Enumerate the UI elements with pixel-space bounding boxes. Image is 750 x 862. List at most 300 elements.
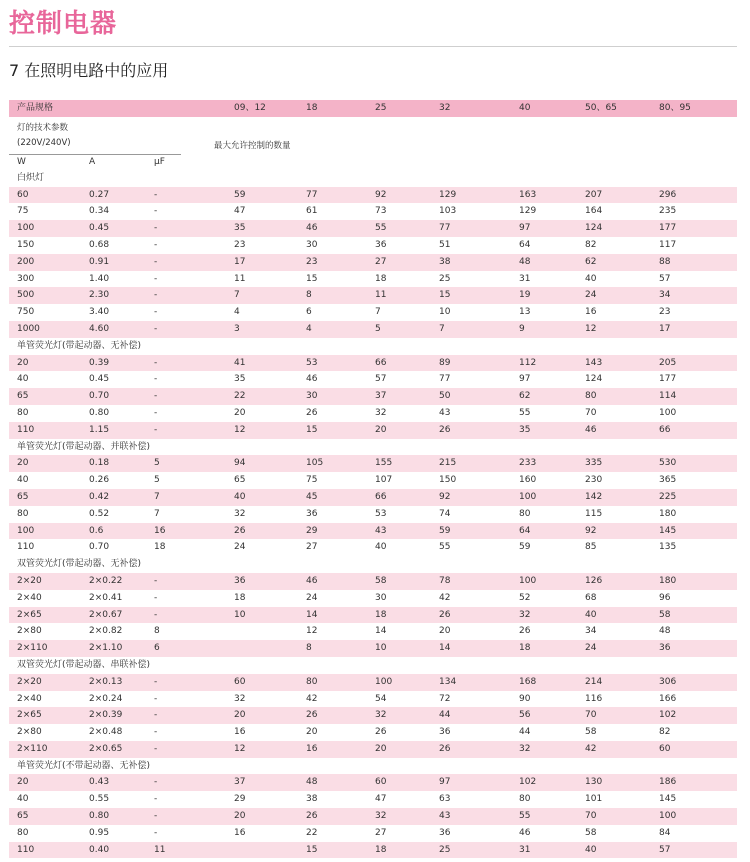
table-row bbox=[9, 237, 737, 254]
count-40: 168 bbox=[519, 676, 537, 687]
lamp-current: 0.27 bbox=[89, 189, 110, 200]
count-80-95: 530 bbox=[659, 458, 677, 469]
lamp-current: 2×0.82 bbox=[89, 626, 123, 637]
header-spec-label: 产品规格 bbox=[17, 103, 54, 113]
lamp-watts: 65 bbox=[17, 391, 29, 402]
count-32: 215 bbox=[439, 458, 457, 469]
count-09-12: 94 bbox=[234, 458, 246, 469]
lamp-watts: 300 bbox=[17, 273, 35, 284]
count-32: 50 bbox=[439, 391, 451, 402]
header-size: 40 bbox=[519, 103, 531, 113]
lamp-params-label: 灯的技术参数 bbox=[17, 122, 69, 133]
count-80-95: 306 bbox=[659, 676, 677, 687]
count-32: 89 bbox=[439, 357, 451, 368]
lamp-watts: 750 bbox=[17, 307, 35, 318]
lamp-current: 0.39 bbox=[89, 357, 110, 368]
count-40: 32 bbox=[519, 743, 531, 754]
count-25: 32 bbox=[375, 407, 387, 418]
table-row bbox=[9, 355, 737, 372]
count-80-95: 96 bbox=[659, 592, 671, 603]
count-40: 59 bbox=[519, 542, 531, 553]
count-18: 75 bbox=[306, 475, 318, 486]
capacitance: - bbox=[154, 676, 158, 687]
count-18: 36 bbox=[306, 508, 318, 519]
count-50-65: 42 bbox=[585, 743, 597, 754]
count-25: 40 bbox=[375, 542, 387, 553]
count-25: 18 bbox=[375, 844, 387, 855]
count-18: 42 bbox=[306, 693, 318, 704]
count-80-95: 82 bbox=[659, 727, 671, 738]
count-40: 48 bbox=[519, 256, 531, 267]
lamp-watts: 65 bbox=[17, 811, 29, 822]
count-25: 26 bbox=[375, 727, 387, 738]
count-09-12: 41 bbox=[234, 357, 246, 368]
count-25: 32 bbox=[375, 811, 387, 822]
count-80-95: 17 bbox=[659, 323, 671, 334]
lamp-watts: 80 bbox=[17, 407, 29, 418]
capacitance: - bbox=[154, 273, 158, 284]
count-80-95: 225 bbox=[659, 491, 677, 502]
count-32: 92 bbox=[439, 491, 451, 502]
section-heading: 7 在照明电路中的应用 bbox=[9, 61, 169, 80]
count-09-12: 11 bbox=[234, 273, 246, 284]
lamp-watts: 2×110 bbox=[17, 743, 48, 754]
lamp-watts: 2×110 bbox=[17, 643, 48, 654]
count-25: 66 bbox=[375, 357, 387, 368]
count-40: 35 bbox=[519, 424, 531, 435]
count-25: 36 bbox=[375, 239, 387, 250]
count-09-12: 24 bbox=[234, 542, 246, 553]
count-40: 80 bbox=[519, 508, 531, 519]
table-row bbox=[9, 707, 737, 724]
lamp-current: 0.45 bbox=[89, 223, 110, 234]
count-40: 100 bbox=[519, 575, 537, 586]
capacitance: 8 bbox=[154, 626, 160, 637]
count-80-95: 100 bbox=[659, 811, 677, 822]
count-40: 52 bbox=[519, 592, 531, 603]
capacitance: - bbox=[154, 827, 158, 838]
lamp-current: 0.18 bbox=[89, 458, 110, 469]
count-50-65: 130 bbox=[585, 777, 603, 788]
count-32: 44 bbox=[439, 710, 451, 721]
count-25: 53 bbox=[375, 508, 387, 519]
count-09-12: 22 bbox=[234, 391, 246, 402]
count-25: 60 bbox=[375, 777, 387, 788]
lamp-current: 4.60 bbox=[89, 323, 110, 334]
count-18: 15 bbox=[306, 424, 318, 435]
lamp-watts: 40 bbox=[17, 794, 29, 805]
count-80-95: 34 bbox=[659, 290, 671, 301]
count-50-65: 82 bbox=[585, 239, 597, 250]
capacitance: - bbox=[154, 710, 158, 721]
lamp-watts: 2×80 bbox=[17, 626, 42, 637]
units-row bbox=[9, 155, 737, 170]
count-25: 57 bbox=[375, 374, 387, 385]
count-32: 36 bbox=[439, 727, 451, 738]
count-40: 163 bbox=[519, 189, 537, 200]
lamp-current: 2×0.13 bbox=[89, 676, 123, 687]
count-25: 10 bbox=[375, 643, 387, 654]
count-32: 25 bbox=[439, 273, 451, 284]
count-50-65: 207 bbox=[585, 189, 603, 200]
count-32: 10 bbox=[439, 307, 451, 318]
lamp-current: 2×0.67 bbox=[89, 609, 123, 620]
capacitance: 16 bbox=[154, 525, 166, 536]
count-80-95: 135 bbox=[659, 542, 677, 553]
capacitance: 11 bbox=[154, 844, 166, 855]
count-80-95: 145 bbox=[659, 525, 677, 536]
count-32: 38 bbox=[439, 256, 451, 267]
count-09-12: 12 bbox=[234, 424, 246, 435]
count-18: 26 bbox=[306, 710, 318, 721]
lamp-params-block bbox=[9, 117, 737, 155]
group-name: 双管荧光灯(带起动器、无补偿) bbox=[17, 559, 142, 570]
count-32: 14 bbox=[439, 643, 451, 654]
count-09-12: 20 bbox=[234, 407, 246, 418]
count-50-65: 230 bbox=[585, 475, 603, 486]
table-row bbox=[9, 455, 737, 472]
count-09-12: 26 bbox=[234, 525, 246, 536]
capacitance: 5 bbox=[154, 475, 160, 486]
capacitance: - bbox=[154, 407, 158, 418]
count-80-95: 180 bbox=[659, 575, 677, 586]
count-80-95: 23 bbox=[659, 307, 671, 318]
count-50-65: 164 bbox=[585, 206, 603, 217]
lamp-current: 1.15 bbox=[89, 424, 110, 435]
count-09-12: 10 bbox=[234, 609, 246, 620]
lamp-watts: 2×65 bbox=[17, 710, 42, 721]
lamp-watts: 110 bbox=[17, 542, 35, 553]
group-header-row bbox=[9, 758, 737, 775]
table-row bbox=[9, 187, 737, 204]
count-09-12: 12 bbox=[234, 743, 246, 754]
count-18: 8 bbox=[306, 643, 312, 654]
count-80-95: 84 bbox=[659, 827, 671, 838]
capacitance: - bbox=[154, 223, 158, 234]
group-name: 单管荧光灯(不带起动器、无补偿) bbox=[17, 760, 151, 771]
count-25: 43 bbox=[375, 525, 387, 536]
count-25: 66 bbox=[375, 491, 387, 502]
count-50-65: 40 bbox=[585, 609, 597, 620]
table-row bbox=[9, 607, 737, 624]
count-50-65: 68 bbox=[585, 592, 597, 603]
count-32: 43 bbox=[439, 407, 451, 418]
count-32: 97 bbox=[439, 777, 451, 788]
count-25: 27 bbox=[375, 256, 387, 267]
lamp-current: 0.42 bbox=[89, 491, 110, 502]
count-09-12: 7 bbox=[234, 290, 240, 301]
count-18: 53 bbox=[306, 357, 318, 368]
capacitance: 18 bbox=[154, 542, 166, 553]
count-18: 29 bbox=[306, 525, 318, 536]
count-80-95: 58 bbox=[659, 609, 671, 620]
count-18: 27 bbox=[306, 542, 318, 553]
count-40: 46 bbox=[519, 827, 531, 838]
table-row bbox=[9, 422, 737, 439]
count-25: 11 bbox=[375, 290, 387, 301]
lamp-watts: 20 bbox=[17, 458, 29, 469]
group-header-row bbox=[9, 657, 737, 674]
count-40: 56 bbox=[519, 710, 531, 721]
count-25: 73 bbox=[375, 206, 387, 217]
count-32: 15 bbox=[439, 290, 451, 301]
count-25: 37 bbox=[375, 391, 387, 402]
count-18: 24 bbox=[306, 592, 318, 603]
table-row bbox=[9, 203, 737, 220]
group-header-row bbox=[9, 338, 737, 355]
count-40: 62 bbox=[519, 391, 531, 402]
table-row bbox=[9, 405, 737, 422]
lamp-current: 2×0.24 bbox=[89, 693, 123, 704]
title-divider bbox=[9, 46, 737, 47]
count-25: 92 bbox=[375, 189, 387, 200]
lamp-current: 0.40 bbox=[89, 844, 110, 855]
count-40: 80 bbox=[519, 794, 531, 805]
count-32: 129 bbox=[439, 189, 457, 200]
count-50-65: 142 bbox=[585, 491, 603, 502]
count-50-65: 24 bbox=[585, 290, 597, 301]
lamp-watts: 2×40 bbox=[17, 592, 42, 603]
lamp-current: 0.70 bbox=[89, 391, 110, 402]
table-row bbox=[9, 724, 737, 741]
count-18: 80 bbox=[306, 676, 318, 687]
count-40: 233 bbox=[519, 458, 537, 469]
table-row bbox=[9, 371, 737, 388]
count-40: 90 bbox=[519, 693, 531, 704]
capacitance: - bbox=[154, 794, 158, 805]
count-50-65: 58 bbox=[585, 727, 597, 738]
lamp-current: 0.68 bbox=[89, 239, 110, 250]
count-09-12: 29 bbox=[234, 794, 246, 805]
count-40: 64 bbox=[519, 525, 531, 536]
count-32: 55 bbox=[439, 542, 451, 553]
count-80-95: 365 bbox=[659, 475, 677, 486]
count-09-12: 35 bbox=[234, 374, 246, 385]
lamp-watts: 110 bbox=[17, 844, 35, 855]
table-row bbox=[9, 304, 737, 321]
table-body bbox=[9, 170, 737, 859]
lamp-current: 0.70 bbox=[89, 542, 110, 553]
count-32: 7 bbox=[439, 323, 445, 334]
lamp-watts: 1000 bbox=[17, 323, 40, 334]
header-size: 25 bbox=[375, 103, 387, 113]
count-09-12: 3 bbox=[234, 323, 240, 334]
lamp-watts: 500 bbox=[17, 290, 35, 301]
lamp-watts: 2×65 bbox=[17, 609, 42, 620]
count-80-95: 100 bbox=[659, 407, 677, 418]
count-50-65: 101 bbox=[585, 794, 603, 805]
table-row bbox=[9, 774, 737, 791]
lamp-current: 0.34 bbox=[89, 206, 110, 217]
lamp-current: 0.91 bbox=[89, 256, 110, 267]
count-32: 42 bbox=[439, 592, 451, 603]
count-32: 25 bbox=[439, 844, 451, 855]
table-row bbox=[9, 539, 737, 556]
count-09-12: 17 bbox=[234, 256, 246, 267]
count-25: 47 bbox=[375, 794, 387, 805]
count-80-95: 36 bbox=[659, 643, 671, 654]
count-50-65: 143 bbox=[585, 357, 603, 368]
count-80-95: 180 bbox=[659, 508, 677, 519]
count-50-65: 70 bbox=[585, 811, 597, 822]
table-row bbox=[9, 254, 737, 271]
count-09-12: 59 bbox=[234, 189, 246, 200]
count-50-65: 70 bbox=[585, 710, 597, 721]
count-80-95: 60 bbox=[659, 743, 671, 754]
table-row bbox=[9, 842, 737, 859]
count-18: 48 bbox=[306, 777, 318, 788]
lighting-table bbox=[9, 100, 737, 858]
table-row bbox=[9, 506, 737, 523]
count-09-12: 20 bbox=[234, 811, 246, 822]
capacitance: - bbox=[154, 374, 158, 385]
count-80-95: 88 bbox=[659, 256, 671, 267]
capacitance: - bbox=[154, 424, 158, 435]
table-row bbox=[9, 640, 737, 657]
lamp-current: 2×0.22 bbox=[89, 575, 123, 586]
count-09-12: 37 bbox=[234, 777, 246, 788]
header-size: 18 bbox=[306, 103, 318, 113]
count-09-12: 32 bbox=[234, 693, 246, 704]
count-80-95: 177 bbox=[659, 374, 677, 385]
count-50-65: 124 bbox=[585, 374, 603, 385]
capacitance: - bbox=[154, 693, 158, 704]
table-row bbox=[9, 573, 737, 590]
count-18: 6 bbox=[306, 307, 312, 318]
count-40: 31 bbox=[519, 273, 531, 284]
count-50-65: 124 bbox=[585, 223, 603, 234]
lamp-watts: 40 bbox=[17, 374, 29, 385]
voltage-label: (220V/240V) bbox=[17, 137, 71, 148]
count-18: 15 bbox=[306, 844, 318, 855]
count-18: 16 bbox=[306, 743, 318, 754]
table-row bbox=[9, 808, 737, 825]
lamp-watts: 80 bbox=[17, 508, 29, 519]
count-18: 105 bbox=[306, 458, 324, 469]
lamp-watts: 2×20 bbox=[17, 676, 42, 687]
count-25: 58 bbox=[375, 575, 387, 586]
lamp-current: 1.40 bbox=[89, 273, 110, 284]
capacitance: - bbox=[154, 391, 158, 402]
count-32: 77 bbox=[439, 374, 451, 385]
count-32: 78 bbox=[439, 575, 451, 586]
count-09-12: 36 bbox=[234, 575, 246, 586]
count-50-65: 40 bbox=[585, 844, 597, 855]
count-80-95: 296 bbox=[659, 189, 677, 200]
lamp-watts: 200 bbox=[17, 256, 35, 267]
count-50-65: 92 bbox=[585, 525, 597, 536]
lamp-watts: 20 bbox=[17, 357, 29, 368]
count-40: 32 bbox=[519, 609, 531, 620]
lamp-current: 2×0.41 bbox=[89, 592, 123, 603]
count-50-65: 24 bbox=[585, 643, 597, 654]
count-32: 26 bbox=[439, 609, 451, 620]
count-80-95: 166 bbox=[659, 693, 677, 704]
count-25: 20 bbox=[375, 743, 387, 754]
count-32: 74 bbox=[439, 508, 451, 519]
table-row bbox=[9, 489, 737, 506]
count-09-12: 35 bbox=[234, 223, 246, 234]
unit-microfarad: μF bbox=[154, 156, 165, 167]
count-18: 22 bbox=[306, 827, 318, 838]
group-name: 双管荧光灯(带起动器、串联补偿) bbox=[17, 659, 151, 670]
count-32: 72 bbox=[439, 693, 451, 704]
capacitance: - bbox=[154, 323, 158, 334]
table-row bbox=[9, 287, 737, 304]
count-25: 5 bbox=[375, 323, 381, 334]
table-row bbox=[9, 674, 737, 691]
count-50-65: 126 bbox=[585, 575, 603, 586]
count-32: 51 bbox=[439, 239, 451, 250]
table-row bbox=[9, 271, 737, 288]
lamp-watts: 100 bbox=[17, 525, 35, 536]
count-50-65: 115 bbox=[585, 508, 603, 519]
count-25: 100 bbox=[375, 676, 393, 687]
capacitance: 7 bbox=[154, 491, 160, 502]
count-18: 20 bbox=[306, 727, 318, 738]
count-32: 26 bbox=[439, 743, 451, 754]
capacitance: - bbox=[154, 206, 158, 217]
capacitance: - bbox=[154, 307, 158, 318]
count-25: 7 bbox=[375, 307, 381, 318]
count-32: 36 bbox=[439, 827, 451, 838]
count-80-95: 186 bbox=[659, 777, 677, 788]
table-row bbox=[9, 523, 737, 540]
table-row bbox=[9, 472, 737, 489]
count-09-12: 40 bbox=[234, 491, 246, 502]
lamp-current: 3.40 bbox=[89, 307, 110, 318]
count-09-12: 20 bbox=[234, 710, 246, 721]
count-18: 45 bbox=[306, 491, 318, 502]
count-18: 30 bbox=[306, 391, 318, 402]
count-40: 64 bbox=[519, 239, 531, 250]
count-80-95: 114 bbox=[659, 391, 677, 402]
count-18: 26 bbox=[306, 407, 318, 418]
count-50-65: 70 bbox=[585, 407, 597, 418]
capacitance: 7 bbox=[154, 508, 160, 519]
lamp-current: 2.30 bbox=[89, 290, 110, 301]
count-09-12: 60 bbox=[234, 676, 246, 687]
count-18: 46 bbox=[306, 575, 318, 586]
capacitance: - bbox=[154, 575, 158, 586]
count-80-95: 177 bbox=[659, 223, 677, 234]
lamp-watts: 2×80 bbox=[17, 727, 42, 738]
count-50-65: 116 bbox=[585, 693, 603, 704]
count-32: 26 bbox=[439, 424, 451, 435]
capacitance: - bbox=[154, 290, 158, 301]
count-18: 46 bbox=[306, 223, 318, 234]
capacitance: 6 bbox=[154, 643, 160, 654]
group-name: 单管荧光灯(带起动器、无补偿) bbox=[17, 340, 142, 351]
count-50-65: 85 bbox=[585, 542, 597, 553]
count-32: 103 bbox=[439, 206, 457, 217]
table-row bbox=[9, 321, 737, 338]
count-25: 55 bbox=[375, 223, 387, 234]
count-25: 20 bbox=[375, 424, 387, 435]
count-50-65: 16 bbox=[585, 307, 597, 318]
count-09-12: 4 bbox=[234, 307, 240, 318]
count-25: 54 bbox=[375, 693, 387, 704]
count-50-65: 58 bbox=[585, 827, 597, 838]
table-row bbox=[9, 220, 737, 237]
capacitance: - bbox=[154, 256, 158, 267]
count-25: 14 bbox=[375, 626, 387, 637]
count-40: 102 bbox=[519, 777, 537, 788]
count-32: 134 bbox=[439, 676, 457, 687]
lamp-watts: 65 bbox=[17, 491, 29, 502]
capacitance: - bbox=[154, 609, 158, 620]
capacitance: - bbox=[154, 743, 158, 754]
